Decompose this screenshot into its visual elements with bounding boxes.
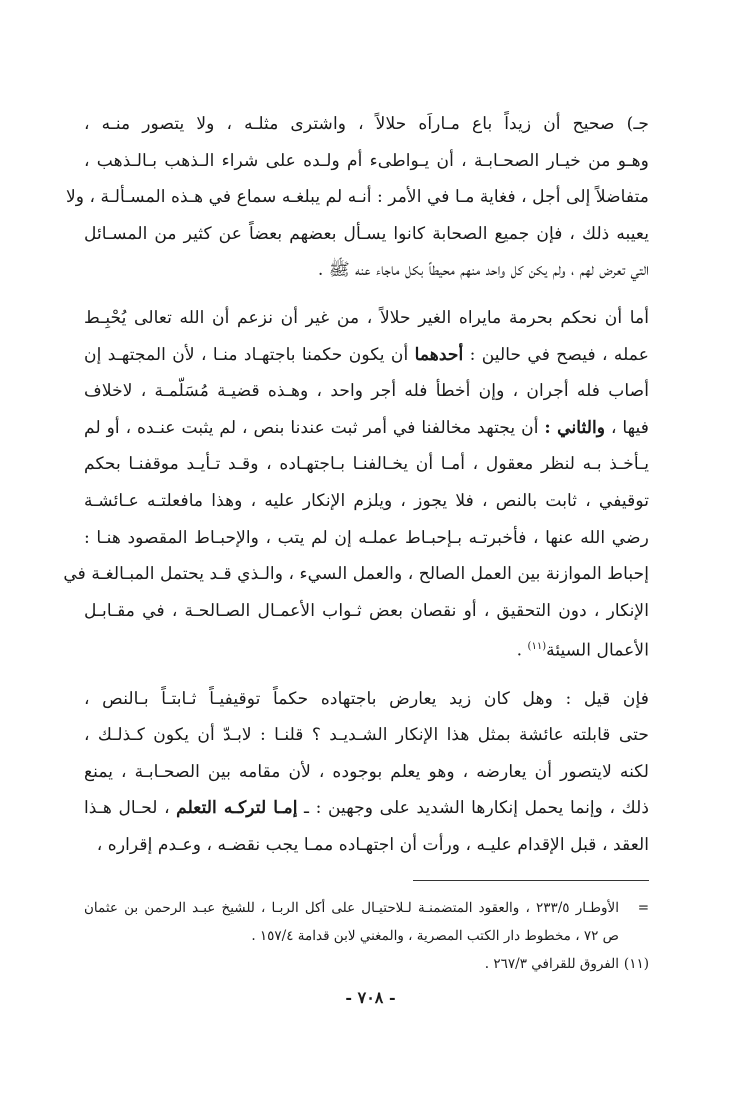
text-line xyxy=(84,337,649,374)
text-line xyxy=(84,483,649,520)
text-line xyxy=(63,556,649,593)
text-line xyxy=(84,754,649,791)
text-line: يعيبه ذلك ، فإن جميع الصحابة كانوا يسـأل بعضهم بعضاً عن كثير من المسـائل xyxy=(84,223,649,244)
footnote-line xyxy=(84,894,649,922)
text-run: إحباط الموازنة بين العمل الصالح ، والعمل السيء ، والـذي قـد يحتمل المبـالغـة في xyxy=(63,564,649,585)
text-run: أصاب فله أجران ، وإن أخطأ فله أجر واحد ، وهـذه قضيـة مُسَلّمـة ، لاخلاف xyxy=(84,381,649,402)
text-line xyxy=(84,629,649,669)
text-run: ، لحـال هـذا xyxy=(84,798,177,819)
footnote-line xyxy=(84,950,649,978)
main-text xyxy=(63,106,649,864)
text-run: ذلك ، وإنما يحمل إنكارها الشديد على وجهين : ـ xyxy=(297,798,649,819)
paragraph-3 xyxy=(84,681,649,864)
text-line xyxy=(84,520,649,557)
bold-term: والثاني : xyxy=(544,417,606,438)
footnote-mark xyxy=(619,922,649,950)
text-line: التي تعرض لهم ، ولم يكن كل واحد منهم محيطاً بكل ماجاء عنه ﷺ . xyxy=(317,260,649,281)
text-run: توقيفي ، ثابت بالنص ، فلا يجوز ، ويلزم الإنكار عليه ، وهذا مافعلتـه عـائشـة xyxy=(84,490,649,511)
paragraph-1 xyxy=(65,106,649,289)
text-run: فيها ، xyxy=(605,417,649,438)
text-run: حتى قابلته عائشة بمثل هذا الإنكار الشـديـد ؟ قلنـا : لابـدّ أن يكون كـذلـك ، xyxy=(84,725,649,746)
footnote-mark: = xyxy=(637,900,649,916)
footnote-text: الفروق للقرافي ٢٦٧/٣ . xyxy=(484,956,619,972)
text-run: العقد ، قبل الإقدام عليـه ، ورأت أن اجتهـاده ممـا يجب نقضـه ، وعـدم إقراره ، xyxy=(96,835,649,856)
footnote-line xyxy=(84,922,649,950)
text-line xyxy=(84,827,649,864)
text-line xyxy=(84,593,649,630)
text-run: . xyxy=(516,641,528,662)
text-line: وهـو من خيـار الصحـابـة ، أن يـواطىء أم ولـده على شراء الـذهب بـالـذهب ، xyxy=(84,150,649,171)
footnote-separator xyxy=(413,880,649,881)
footnote-ref: (١١) xyxy=(527,641,547,653)
footnote-text: الأوطـار ٢٣٣/٥ ، والعقود المتضمنـة لـلاحتيـال على أكل الربـا ، للشيخ عبـد الرحمن بن عثمان xyxy=(84,900,619,916)
page-number: - ٧٠٨ - xyxy=(345,988,396,1007)
text-line xyxy=(84,681,649,718)
text-run: فإن قيل : وهل كان زيد يعارض باجتهاده حكماً توقيفيـاً ثـابتـاً بـالنص ، xyxy=(84,688,649,709)
text-line xyxy=(84,300,649,337)
text-line xyxy=(84,790,649,827)
text-run: الأعمال السيئة xyxy=(546,641,649,662)
text-line xyxy=(84,717,649,754)
paragraph-2 xyxy=(63,300,649,670)
text-line xyxy=(84,410,649,447)
text-line xyxy=(84,446,649,483)
footnotes xyxy=(84,894,649,978)
text-run: أن يكون حكمنا باجتهـاد منـا ، لأن المجتهـد إن xyxy=(84,344,415,365)
bold-term: إمـا لتركـه التعلم xyxy=(176,798,298,819)
footnote-text: ص ٧٢ ، مخطوط دار الكتب المصرية ، والمغني لابن قدامة ١٥٧/٤ . xyxy=(251,928,619,944)
text-line: متفاضلاً إلى أجل ، فغاية مـا في الأمر : أنـه لم يبلغـه سماع في هـذه المسـألـة ، ولا xyxy=(65,187,649,208)
text-run: لكنه لايتصور أن يعارضه ، وهو يعلم بوجوده ، لأن مقامه بين الصحـابـة ، يمنع xyxy=(84,761,649,782)
text-line: جـ) صحيح أن زيداً باع مـاراَه حلالاً ، واشترى مثلـه ، ولا يتصور منـه ، xyxy=(84,114,649,134)
text-run: يـأخـذ بـه لنظر معقول ، أمـا أن يخـالفنـا بـاجتهـاده ، وقـد تـأيـد موقفنـا بحكم xyxy=(84,454,649,475)
text-run: الإنكار ، دون التحقيق ، أو نقصان بعض ثـواب الأعمـال الصـالحـة ، في مقـابـل xyxy=(84,600,649,621)
footnote-mark: (١١) xyxy=(623,956,649,972)
text-run: عمله ، فيصح في حالين : xyxy=(463,344,649,365)
bold-term: أحدهما xyxy=(414,344,464,365)
text-run: أن يجتهد مخالفنا في أمر ثبت عندنا بنص ، لم يثبت عنـده ، أو لم xyxy=(84,417,545,438)
text-line xyxy=(84,373,649,410)
text-run: أما أن نحكم بحرمة مايراه الغير حلالاً ، من غير أن نزعم أن الله تعالى يُحْبِـط xyxy=(84,307,649,328)
text-run: رضي الله عنها ، فأخبرتـه بـإحبـاط عملـه إن لم يتب ، والإحبـاط المقصود هنـا : xyxy=(84,527,649,548)
